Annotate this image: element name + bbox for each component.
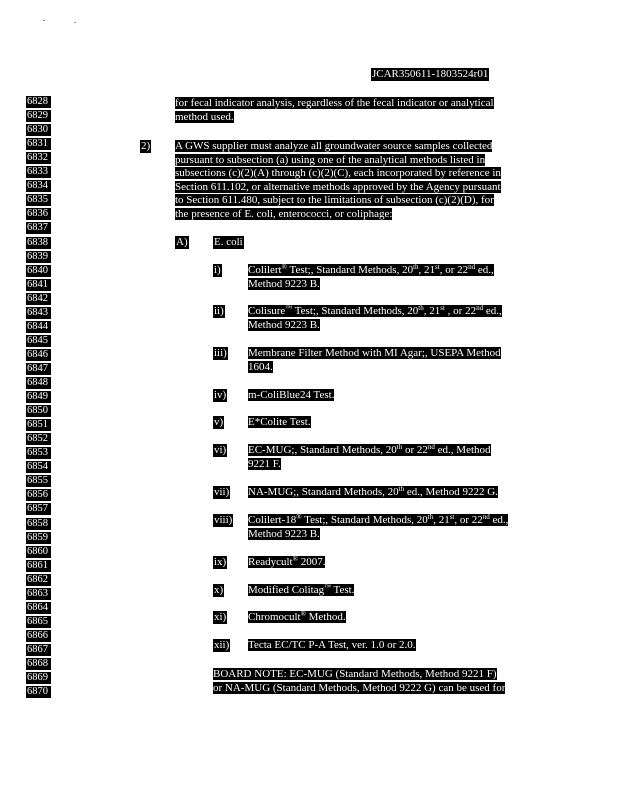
intro-paragraph [175, 97, 494, 124]
section-2-line: the presence of E. coli, enterococci, or coliphage: [175, 207, 393, 220]
line-number: 6829 [26, 110, 51, 122]
line-number: 6867 [26, 644, 51, 656]
method-item-text: Readycult® 2007. [248, 555, 326, 568]
method-item [248, 514, 508, 541]
line-number: 6870 [26, 686, 51, 698]
method-item-label: ix) [214, 556, 227, 568]
method-item-text: m-ColiBlue24 Test. [248, 389, 335, 401]
method-item-label: xii) [214, 639, 230, 651]
line-number: 6862 [26, 574, 51, 586]
line-number: 6828 [26, 96, 51, 108]
method-item-label: xi) [214, 611, 227, 623]
line-number: 6863 [26, 588, 51, 600]
line-number: 6846 [26, 349, 51, 361]
method-item-text: Method 9223 B. [248, 277, 320, 290]
document-id: JCAR350611-1803524r01 [372, 68, 489, 80]
method-item-text: EC-MUG;, Standard Methods, 20th or 22nd ed., Method [248, 443, 491, 456]
line-number: 6856 [26, 489, 51, 501]
method-item-label: vii) [214, 486, 230, 498]
line-number: 6858 [26, 518, 51, 530]
method-item [248, 444, 491, 471]
method-item-text: 9221 F. [248, 457, 281, 470]
method-item [248, 264, 494, 291]
method-item [248, 305, 502, 332]
line-number: 6861 [26, 560, 51, 572]
section-2-line: to Section 611.480, subject to the limitations of subsection (c)(2)(D), for [175, 194, 494, 206]
line-number: 6844 [26, 321, 51, 333]
method-item-text: Chromocult® Method. [248, 610, 346, 623]
line-number: 6842 [26, 293, 51, 305]
section-a-title: E. coli [214, 236, 243, 248]
line-number: 6835 [26, 194, 51, 206]
scan-speck [43, 20, 45, 21]
section-2-paragraph [175, 140, 501, 221]
line-number: 6840 [26, 265, 51, 277]
method-item-text: 1604. [248, 360, 273, 373]
line-number: 6845 [26, 335, 51, 347]
method-item [248, 416, 311, 430]
method-item-label: v) [214, 416, 224, 428]
method-item-text: E*Colite Test. [248, 416, 311, 428]
intro-line: for fecal indicator analysis, regardless of the fecal indicator or analytical [175, 97, 494, 109]
method-item-label: iv) [214, 389, 227, 401]
method-item-label: vi) [214, 444, 227, 456]
section-2-line: pursuant to subsection (a) using one of the analytical methods listed in [175, 153, 486, 166]
section-2-line: A GWS supplier must analyze all groundwater source samples collected [175, 140, 493, 152]
method-item-text: Tecta EC/TC P-A Test, ver. 1.0 or 2.0. [248, 639, 416, 651]
board-note-line: BOARD NOTE: EC-MUG (Standard Methods, Method 9221 F) [213, 668, 497, 680]
method-item-text: Colilert® Test;, Standard Methods, 20th, 21st, or 22nd ed., [248, 263, 494, 276]
line-number: 6843 [26, 307, 51, 319]
method-item [248, 639, 416, 653]
method-item-text: Membrane Filter Method with MI Agar;, USEPA Method [248, 347, 501, 359]
line-number: 6866 [26, 630, 51, 642]
line-number: 6857 [26, 503, 51, 515]
line-number: 6860 [26, 546, 51, 558]
line-number: 6869 [26, 672, 51, 684]
method-item-label: x) [214, 584, 224, 596]
method-item [248, 584, 354, 598]
method-item-label: i) [214, 264, 221, 276]
line-number: 6832 [26, 152, 51, 164]
method-item-text: NA-MUG;, Standard Methods, 20th ed., Method 9222 G. [248, 485, 498, 498]
line-number: 6848 [26, 377, 51, 389]
line-number: 6855 [26, 475, 51, 487]
line-number: 6851 [26, 419, 51, 431]
board-note [213, 668, 505, 695]
line-number: 6839 [26, 251, 51, 263]
line-number: 6853 [26, 447, 51, 459]
method-item-label: ii) [214, 305, 224, 317]
method-item [248, 389, 334, 403]
section-2-label: 2) [141, 140, 151, 152]
method-item-label: iii) [214, 347, 227, 359]
line-number: 6852 [26, 433, 51, 445]
section-2-line: subsections (c)(2)(A) through (c)(2)(C), each incorporated by reference in [175, 167, 501, 179]
line-number: 6847 [26, 363, 51, 375]
method-item-label: viii) [214, 514, 233, 526]
method-item-text: Colisure™ Test;, Standard Methods, 20th, 21st , or 22nd ed., [248, 304, 502, 317]
scan-speck [74, 22, 76, 23]
method-item [248, 611, 346, 625]
line-number: 6865 [26, 616, 51, 628]
line-number: 6841 [26, 279, 51, 291]
board-note-line: or NA-MUG (Standard Methods, Method 9222 G) can be used for [213, 681, 506, 694]
method-item-text: Method 9223 B. [248, 527, 320, 540]
intro-line: method used. [175, 110, 234, 123]
line-number: 6838 [26, 237, 51, 249]
line-number: 6833 [26, 166, 51, 178]
line-number: 6850 [26, 405, 51, 417]
method-item [248, 556, 325, 570]
line-number: 6854 [26, 461, 51, 473]
method-item-text: Modified Colitag™ Test. [248, 583, 355, 596]
line-number: 6834 [26, 180, 51, 192]
line-number: 6836 [26, 208, 51, 220]
line-number: 6837 [26, 222, 51, 234]
line-number: 6831 [26, 138, 51, 150]
section-2-line: Section 611.102, or alternative methods approved by the Agency pursuant [175, 180, 501, 193]
line-number: 6868 [26, 658, 51, 670]
method-item [248, 347, 501, 374]
line-number: 6849 [26, 391, 51, 403]
line-number: 6859 [26, 532, 51, 544]
method-item-text: Colilert-18® Test;, Standard Methods, 20th, 21st, or 22nd ed., [248, 513, 509, 526]
line-number: 6864 [26, 602, 51, 614]
method-item [248, 486, 498, 500]
method-item-text: Method 9223 B. [248, 318, 320, 331]
line-number: 6830 [26, 124, 51, 136]
section-a-label: A) [176, 236, 188, 248]
